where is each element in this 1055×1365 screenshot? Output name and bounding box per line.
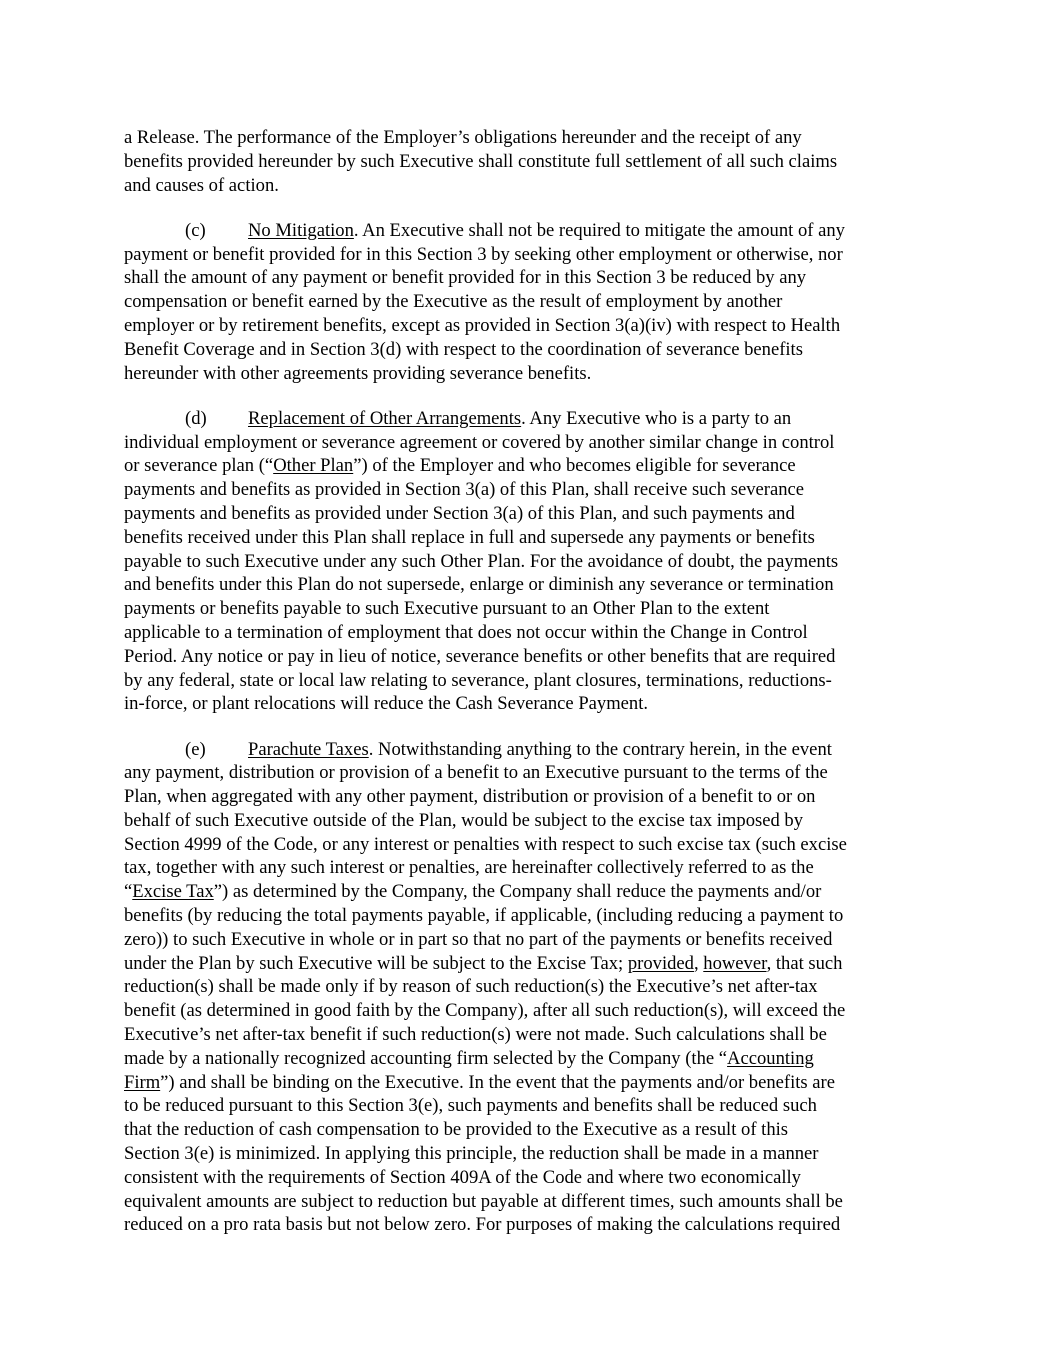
section-heading: No Mitigation: [248, 219, 354, 241]
section-label: (c): [185, 219, 206, 241]
paragraph-line: [124, 454, 932, 478]
text-run: or severance plan (“: [124, 455, 274, 477]
text-run: ”) as determined by the Company, the Company shall reduce the payments and/or: [213, 881, 822, 903]
paragraph-line: tax, together with any such interest or penalties, are hereinafter collectively referred to as the: [124, 857, 814, 879]
paragraph-line: Section 3(e) is minimized. In applying this principle, the reduction shall be made in a manner: [124, 1143, 819, 1165]
paragraph-line: payable to such Executive under any such Other Plan. For the avoidance of doubt, the payments: [124, 550, 839, 572]
paragraph-line: zero)) to such Executive in whole or in part so that no part of the payments or benefits received: [124, 928, 833, 950]
defined-term-excise-tax: Excise Tax: [132, 881, 214, 903]
section-c-first-line: [124, 219, 932, 243]
paragraph-line: benefits received under this Plan shall replace in full and supersede any payments or benefits: [124, 526, 815, 548]
section-e-first-line: [124, 738, 932, 762]
paragraph-line: equivalent amounts are subject to reduction but payable at different times, such amounts shall be: [124, 1190, 843, 1212]
text-run: . Any Executive who is a party to an: [521, 407, 792, 429]
paragraph-line: payments and benefits as provided under Section 3(a) of this Plan, and such payments and: [124, 502, 795, 524]
intro-paragraph: [124, 126, 932, 197]
term-however: however: [703, 952, 767, 974]
paragraph-line: in-force, or plant relocations will reduce the Cash Severance Payment.: [124, 693, 649, 715]
paragraph-line: payment or benefit provided for in this Section 3 by seeking other employment or otherwise, nor: [124, 243, 843, 265]
section-c-no-mitigation: [124, 219, 932, 386]
paragraph-line: and benefits under this Plan do not supersede, enlarge or diminish any severance or termination: [124, 574, 834, 596]
paragraph-line: benefit (as determined in good faith by the Company), after all such reduction(s), will exceed the: [124, 1000, 846, 1022]
paragraph-line: applicable to a termination of employment that does not occur within the Change in Control: [124, 621, 808, 643]
paragraph-line: Executive’s net after-tax benefit if such reduction(s) were not made. Such calculations shall be: [124, 1024, 827, 1046]
paragraph-line: employer or by retirement benefits, except as provided in Section 3(a)(iv) with respect to Health: [124, 314, 841, 336]
defined-term-accounting-firm: Firm: [124, 1071, 161, 1093]
paragraph-line: behalf of such Executive outside of the Plan, would be subject to the excise tax imposed by: [124, 809, 804, 831]
paragraph-line: [124, 1071, 932, 1095]
paragraph-line: payments or benefits payable to such Executive pursuant to an Other Plan to the extent: [124, 598, 770, 620]
paragraph-line: Section 4999 of the Code, or any interest or penalties with respect to such excise tax (such excise: [124, 833, 847, 855]
paragraph-line: payments and benefits as provided in Section 3(a) of this Plan, shall receive such severance: [124, 479, 805, 501]
section-heading: Replacement of Other Arrangements: [248, 407, 522, 429]
term-provided: provided: [627, 952, 694, 974]
text-run: made by a nationally recognized accounting firm selected by the Company (the “: [124, 1047, 728, 1069]
section-e-parachute-taxes: [124, 738, 932, 1238]
paragraph-line: reduced on a pro rata basis but not below zero. For purposes of making the calculations required: [124, 1214, 841, 1236]
paragraph-line: [124, 880, 932, 904]
section-d-first-line: [124, 407, 932, 431]
defined-term-accounting-firm: Accounting: [727, 1047, 814, 1069]
paragraph-line: [124, 952, 932, 976]
text-run: ,: [693, 952, 704, 974]
paragraph-line: Benefit Coverage and in Section 3(d) with respect to the coordination of severance benefits: [124, 338, 803, 360]
section-label: (e): [185, 738, 206, 760]
paragraph-line: to be reduced pursuant to this Section 3(e), such payments and benefits shall be reduced such: [124, 1095, 817, 1117]
defined-term-other-plan: Other Plan: [273, 455, 354, 477]
text-run: . Notwithstanding anything to the contrary herein, in the event: [368, 738, 832, 760]
section-d-replacement-of-other-arrangements: [124, 407, 932, 716]
text-run: . An Executive shall not be required to mitigate the amount of any: [353, 219, 845, 241]
text-run: “: [124, 881, 133, 903]
text-run: under the Plan by such Executive will be subject to the Excise Tax;: [124, 952, 628, 974]
paragraph-line: [124, 1047, 932, 1071]
text-run: , that such: [766, 952, 843, 974]
paragraph-line: individual employment or severance agreement or covered by another similar change in control: [124, 431, 835, 453]
section-label: (d): [185, 407, 207, 429]
paragraph-line: benefits (by reducing the total payments payable, if applicable, (including reducing a payment to: [124, 905, 844, 927]
paragraph-line: reduction(s) shall be made only if by reason of such reduction(s) the Executive’s net after-tax: [124, 976, 818, 998]
paragraph-line: hereunder with other agreements providing severance benefits.: [124, 362, 592, 384]
document-page: [124, 126, 932, 1237]
paragraph-line: consistent with the requirements of Section 409A of the Code and where two economically: [124, 1166, 801, 1188]
paragraph-line: compensation or benefit earned by the Executive as the result of employment by another: [124, 291, 783, 313]
text-run: ”) and shall be binding on the Executive. In the event that the payments and/or benefits are: [160, 1071, 836, 1093]
paragraph-line: any payment, distribution or provision of a benefit to an Executive pursuant to the terms of the: [124, 762, 828, 784]
paragraph-line: and causes of action.: [124, 174, 279, 196]
paragraph-line: benefits provided hereunder by such Executive shall constitute full settlement of all such claims: [124, 150, 838, 172]
paragraph-line: Period. Any notice or pay in lieu of notice, severance benefits or other benefits that are required: [124, 645, 836, 667]
text-run: ”) of the Employer and who becomes eligible for severance: [353, 455, 796, 477]
paragraph-line: by any federal, state or local law relating to severance, plant closures, terminations, reductions-: [124, 669, 832, 691]
section-heading: Parachute Taxes: [248, 738, 369, 760]
paragraph-line: shall the amount of any payment or benefit provided for in this Section 3 be reduced by any: [124, 267, 807, 289]
paragraph-line: that the reduction of cash compensation to be provided to the Executive as a result of this: [124, 1119, 789, 1141]
paragraph-line: a Release. The performance of the Employer’s obligations hereunder and the receipt of any: [124, 127, 802, 148]
paragraph-line: Plan, when aggregated with any other payment, distribution or provision of a benefit to or on: [124, 786, 816, 808]
